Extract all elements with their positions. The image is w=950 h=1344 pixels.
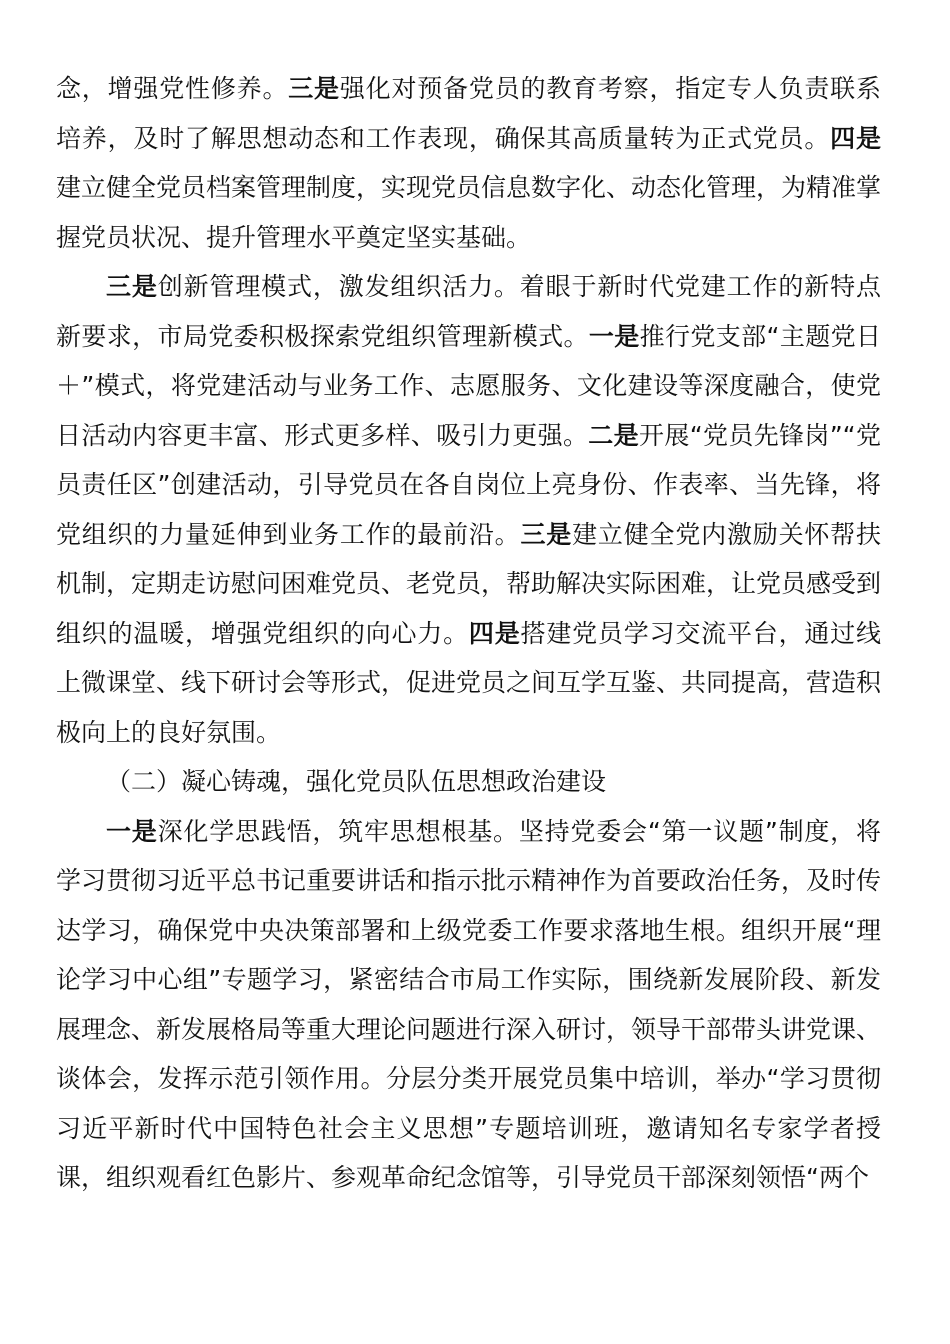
document-body [56, 64, 881, 1203]
text-run: 搭建党员学习交流平台，通过线上微课堂、线下研讨会等形式，促进党员之间互学互鉴、共同提高，营造积极向上的良好氛围。 [56, 618, 882, 747]
text-run: 建立健全党员档案管理制度，实现党员信息数字化、动态化管理，为精准掌握党员状况、提升管理水平奠定坚实基础。 [56, 173, 882, 252]
text-run: 深化学思践悟，筑牢思想根基。坚持党委会“第一议题”制度，将学习贯彻习近平总书记重要讲话和指示批示精神作为首要政治任务，及时传达学习，确保党中央决策部署和上级党委工作要求落地生根。组织开展“理论学习中心组”专题学习，紧密结合市局工作实际，围绕新发展阶段、新发展理念、新发展格局等重大理论问题进行深入研讨，领导干部带头讲党课、谈体会，发挥示范引领作用。分层分类开展党员集中培训，举办“学习贯彻习近平新时代中国特色社会主义思想”专题培训班，邀请知名专家学者授课，组织观看红色影片、参观革命纪念馆等，引导党员干部深刻领悟“两个 [56, 816, 882, 1192]
emphasis-marker: 三是 [106, 272, 158, 301]
emphasis-marker: 二是 [588, 420, 639, 450]
text-run: 念，增强党性修养。 [56, 74, 289, 103]
emphasis-marker: 四是 [468, 618, 521, 648]
emphasis-marker: 一是 [106, 816, 158, 846]
section-heading: （二）凝心铸魂，强化党员队伍思想政治建设 [106, 767, 607, 796]
text-run: 开展“党员先锋岗”“党员责任区”创建活动，引导党员在各自岗位上亮身份、作表率、当先锋，将党组织的力量延伸到业务工作的最前沿。 [56, 420, 881, 549]
emphasis-marker: 三是 [288, 74, 340, 103]
text-run: 强化对预备党员的教育考察，指定专人负责联系培养，及时了解思想动态和工作表现，确保其高质量转为正式党员。 [56, 74, 881, 153]
paragraph-innovate-management [56, 262, 881, 757]
text-run: 创新管理模式，激发组织活力。着眼于新时代党建工作的新特点新要求，市局党委积极探索党组织管理新模式。 [56, 272, 881, 351]
text-run: 推行党支部“主题党日＋”模式，将党建活动与业务工作、志愿服务、文化建设等深度融合，使党日活动内容更丰富、形式更多样、吸引力更强。 [56, 321, 881, 450]
emphasis-marker: 三是 [520, 519, 573, 549]
paragraph-party-member-education [56, 64, 881, 262]
text-run: 建立健全党内激励关怀帮扶机制，定期走访慰问困难党员、老党员，帮助解决实际困难，让党员感受到组织的温暖，增强党组织的向心力。 [56, 519, 882, 648]
emphasis-marker: 一是 [588, 321, 640, 351]
emphasis-marker: 四是 [830, 123, 881, 153]
paragraph-ideological-study [56, 807, 881, 1203]
